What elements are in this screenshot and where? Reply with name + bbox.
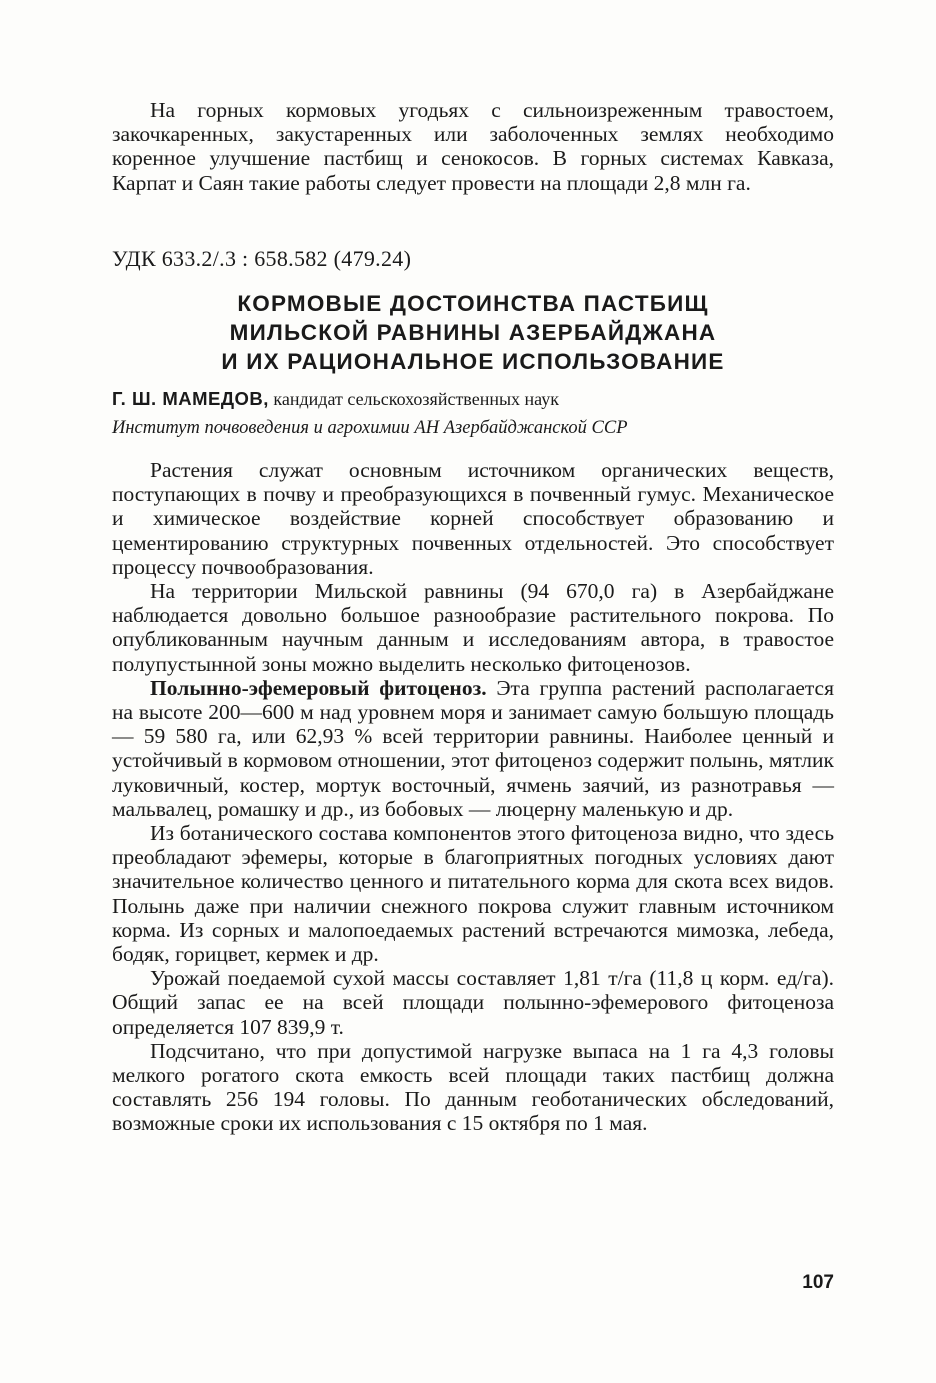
title-line-3: И ИХ РАЦИОНАЛЬНОЕ ИСПОЛЬЗОВАНИЕ: [221, 349, 725, 374]
section-lead: Полынно-эфемеровый фитоценоз.: [150, 675, 487, 700]
body-paragraph-2: На территории Мильской равнины (94 670,0 га) в Азербайджане наблюдается довольно большое разнообразие растительного покрова. По опубликованным научным данным и исследованиям автора, в травостое полупустынной зоны можно выделить несколько фитоценозов.: [112, 579, 834, 676]
author-line: [112, 387, 834, 411]
author-institute: Институт почвоведения и агрохимии АН Азербайджанской ССР: [112, 418, 628, 438]
body-paragraph-1: Растения служат основным источником органических веществ, поступающих в почву и преобразующихся в почвенный гумус. Механическое и химическое воздействие корней способствует образованию и цементированию структурных почвенных отдельностей. Это способствует процессу почвообразования.: [112, 458, 834, 579]
body-paragraph-3: [112, 676, 834, 821]
author-degree: кандидат сельскохозяйственных наук: [273, 389, 560, 409]
article-title: [112, 289, 834, 376]
body-paragraph-5: Урожай поедаемой сухой массы составляет 1,81 т/га (11,8 ц корм. ед/га). Общий запас ее на всей площади полынно-эфемерового фитоценоза определяется 107 839,9 т.: [112, 966, 834, 1039]
intro-paragraph: На горных кормовых угодьях с сильноизреженным травостоем, закочкаренных, закустаренных или заболоченных землях необходимо коренное улучшение пастбищ и сенокосов. В горных системах Кавказа, Карпат и Саян такие работы следует провести на площади 2,8 млн га.: [112, 98, 834, 195]
body-paragraph-4: Из ботанического состава компонентов этого фитоценоза видно, что здесь преобладают эфемеры, которые в благоприятных погодных условиях дают значительное количество ценного и питательного корма для скота всех видов. Полынь даже при наличии снежного покрова служит главным источником корма. Из сорных и малопоедаемых растений встречаются мимозка, лебеда, бодяк, горицвет, кермек и др.: [112, 821, 834, 967]
body-paragraph-6: Подсчитано, что при допустимой нагрузке выпаса на 1 га 4,3 головы мелкого рогатого скота емкость всей площади таких пастбищ должна составлять 256 194 головы. По данным геоботанических обследований, возможные сроки их использования с 15 октября по 1 мая.: [112, 1038, 834, 1136]
page-number: 107: [802, 1272, 834, 1293]
author-name: Г. Ш. МАМЕДОВ,: [112, 388, 269, 409]
title-line-1: КОРМОВЫЕ ДОСТОИНСТВА ПАСТБИЩ: [237, 291, 709, 316]
section-text: Эта группа растений располагается на высоте 200—600 м над уровнем моря и занимает самую большую площадь — 59 580 га, или 62,93 % всей территории равнины. Наиболее ценный и устойчивый в кормовом отношении, этот фитоценоз содержит полынь, мятлик луковичный, костер, мортук восточный, ячмень заячий, из разнотравья — мальвалец, ромашку и др., из бобовых — люцерну маленькую и др.: [112, 675, 834, 821]
article-body: [112, 458, 834, 1136]
udc-code: УДК 633.2/.3 : 658.582 (479.24): [112, 246, 412, 271]
title-line-2: МИЛЬСКОЙ РАВНИНЫ АЗЕРБАЙДЖАНА: [229, 320, 717, 345]
